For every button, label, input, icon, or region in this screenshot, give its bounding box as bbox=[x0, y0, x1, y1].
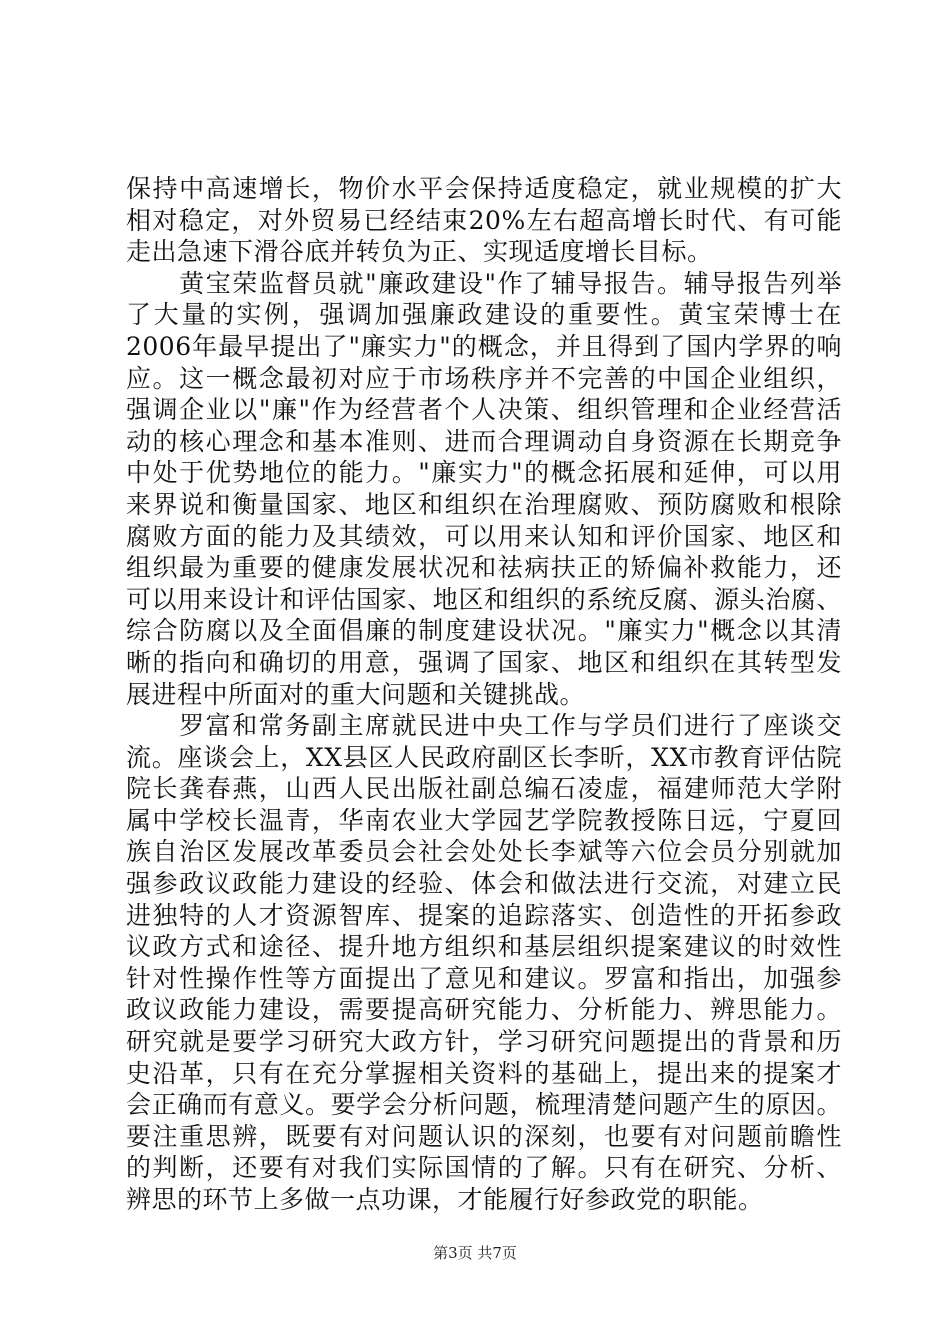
text-line: 腐败方面的能力及其绩效，可以用来认知和评价国家、地区和 bbox=[126, 521, 842, 551]
text-line: 了大量的实例，强调加强廉政建设的重要性。黄宝荣博士在 bbox=[126, 300, 842, 330]
text-line: 黄宝荣监督员就"廉政建设"作了辅导报告。辅导报告列举 bbox=[126, 268, 842, 298]
text-line: 要注重思辨，既要有对问题认识的深刻，也要有对问题前瞻性 bbox=[126, 1121, 842, 1151]
text-line: 晰的指向和确切的用意，强调了国家、地区和组织在其转型发 bbox=[126, 647, 842, 677]
text-line: 族自治区发展改革委员会社会处处长李斌等六位会员分别就加 bbox=[126, 837, 842, 867]
text-line: 院长龚春燕，山西人民出版社副总编石凌虚，福建师范大学附 bbox=[126, 774, 842, 804]
page-number-footer: 第3页 共7页 bbox=[433, 1244, 517, 1262]
text-line: 史沿革，只有在充分掌握相关资料的基础上，提出来的提案才 bbox=[126, 1058, 842, 1088]
text-line: 来界说和衡量国家、地区和组织在治理腐败、预防腐败和根除 bbox=[126, 489, 842, 519]
text-line: 流。座谈会上，XX县区人民政府副区长李昕，XX市教育评估院 bbox=[126, 742, 842, 772]
text-line: 政议政能力建设，需要提高研究能力、分析能力、辨思能力。 bbox=[126, 995, 842, 1025]
body-text bbox=[126, 173, 842, 1216]
text-line: 展进程中所面对的重大问题和关键挑战。 bbox=[126, 679, 586, 709]
text-line: 辨思的环节上多做一点功课，才能履行好参政党的职能。 bbox=[126, 1185, 764, 1214]
text-line: 议政方式和途径、提升地方组织和基层组织提案建议的时效性 bbox=[126, 932, 842, 962]
text-line: 会正确而有意义。要学会分析问题，梳理清楚问题产生的原因。 bbox=[126, 1090, 842, 1120]
text-line: 强参政议政能力建设的经验、体会和做法进行交流，对建立民 bbox=[126, 869, 842, 899]
text-line: 中处于优势地位的能力。"廉实力"的概念拓展和延伸，可以用 bbox=[126, 458, 842, 488]
text-line: 应。这一概念最初对应于市场秩序并不完善的中国企业组织， bbox=[126, 363, 842, 393]
text-line: 可以用来设计和评估国家、地区和组织的系统反腐、源头治腐、 bbox=[126, 584, 842, 614]
text-line: 组织最为重要的健康发展状况和祛病扶正的矫偏补救能力，还 bbox=[126, 553, 842, 583]
text-line: 的判断，还要有对我们实际国情的了解。只有在研究、分析、 bbox=[126, 1153, 842, 1183]
text-line: 强调企业以"廉"作为经营者个人决策、组织管理和企业经营活 bbox=[126, 395, 842, 425]
text-line: 研究就是要学习研究大政方针，学习研究问题提出的背景和历 bbox=[126, 1027, 842, 1057]
text-line: 针对性操作性等方面提出了意见和建议。罗富和指出，加强参 bbox=[126, 963, 842, 993]
text-line: 综合防腐以及全面倡廉的制度建设状况。"廉实力"概念以其清 bbox=[126, 616, 842, 646]
text-line: 相对稳定，对外贸易已经结束20%左右超高增长时代、有可能 bbox=[126, 205, 842, 235]
text-line: 保持中高速增长，物价水平会保持适度稳定，就业规模的扩大 bbox=[126, 174, 842, 203]
text-line: 动的核心理念和基本准则、进而合理调动自身资源在长期竞争 bbox=[126, 426, 842, 456]
text-line: 罗富和常务副主席就民进中央工作与学员们进行了座谈交 bbox=[126, 711, 842, 741]
text-line: 走出急速下滑谷底并转负为正、实现适度增长目标。 bbox=[126, 237, 713, 267]
text-line: 2006年最早提出了"廉实力"的概念，并且得到了国内学界的响 bbox=[126, 331, 842, 361]
text-line: 属中学校长温青，华南农业大学园艺学院教授陈日远，宁夏回 bbox=[126, 805, 842, 835]
text-line: 进独特的人才资源智库、提案的追踪落实、创造性的开拓参政 bbox=[126, 900, 842, 930]
